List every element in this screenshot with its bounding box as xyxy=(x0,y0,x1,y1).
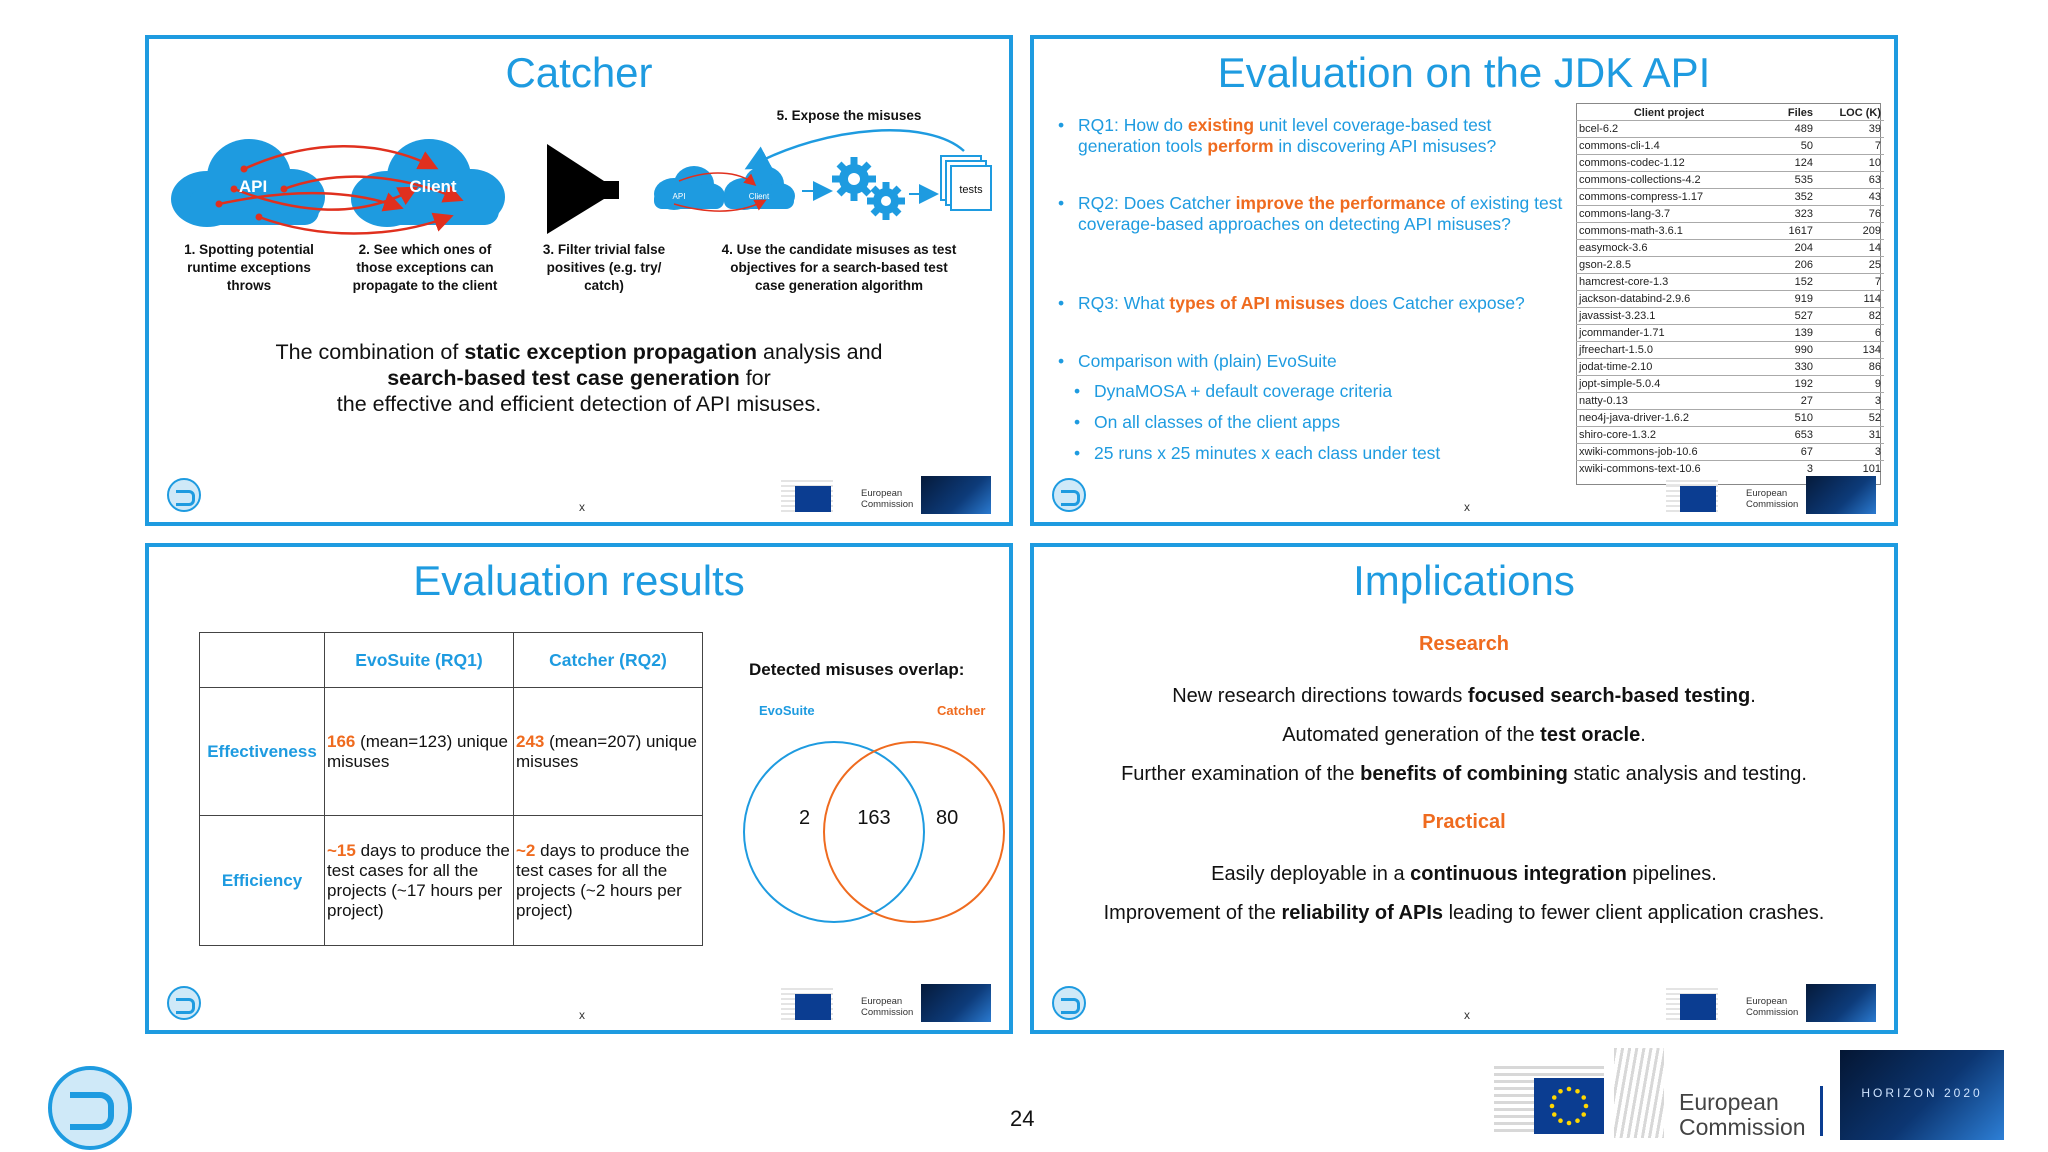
project-logo-large-icon xyxy=(48,1066,132,1150)
evo-efficiency-cell: ~15 days to produce the test cases for all the projects (~17 hours per project) xyxy=(325,816,514,946)
files-cell: 489 xyxy=(1762,121,1816,138)
table-row xyxy=(1576,121,1884,138)
slide-evaluation-results xyxy=(145,543,1013,1034)
mini-client-label: Client xyxy=(748,192,770,201)
step3-caption: 3. Filter trivial false positives (e.g. try/ catch) xyxy=(542,242,666,293)
files-cell: 152 xyxy=(1762,274,1816,291)
gears-icon xyxy=(832,157,905,220)
table-row xyxy=(1576,155,1884,172)
project-logo-icon xyxy=(1052,986,1086,1020)
research-line-3: Further examination of the benefits of combining static analysis and testing. xyxy=(1121,763,1807,785)
files-cell: 352 xyxy=(1762,189,1816,206)
table-row xyxy=(1576,393,1884,410)
venn-circle-catcher xyxy=(824,742,1004,922)
step5-caption: 5. Expose the misuses xyxy=(776,108,922,123)
files-cell: 192 xyxy=(1762,376,1816,393)
slide-title: Evaluation on the JDK API xyxy=(1217,49,1711,96)
rq2-item: • RQ2: Does Catcher improve the performance of existing test coverage-based approaches on detecting API misuses? xyxy=(1058,193,1563,234)
venn-evosuite-only: 2 xyxy=(799,807,811,829)
project-logo-icon xyxy=(1052,478,1086,512)
table-row xyxy=(1576,461,1884,478)
ec-logo-small: European Commission xyxy=(1666,476,1876,516)
files-cell: 919 xyxy=(1762,291,1816,308)
table-row xyxy=(1576,342,1884,359)
slide-marker: x xyxy=(579,500,585,514)
client-cloud-label: Client xyxy=(409,177,457,196)
table-row xyxy=(1576,172,1884,189)
ec-logo-small: European Commission xyxy=(781,476,991,516)
files-cell: 323 xyxy=(1762,206,1816,223)
research-heading: Research xyxy=(1418,633,1510,655)
files-cell: 67 xyxy=(1762,444,1816,461)
table-row xyxy=(1576,138,1884,155)
table-row xyxy=(1576,257,1884,274)
loc-cell: 3 xyxy=(1816,444,1884,461)
results-table xyxy=(199,632,703,946)
eu-flag-icon xyxy=(1680,486,1716,512)
horizon2020-logo-icon xyxy=(1806,476,1876,514)
files-cell: 3 xyxy=(1762,461,1816,478)
catcher-summary: The combination of static exception propagation analysis and search-based test case generation for the effective and efficient detection of API misuses. xyxy=(275,340,883,416)
project-name-cell: commons-lang-3.7 xyxy=(1576,206,1762,223)
col-header: Files xyxy=(1787,106,1813,119)
sub-item-3: • 25 runs x 25 minutes x each class under test xyxy=(1074,443,1441,463)
corner-cell xyxy=(200,633,325,688)
loc-cell: 39 xyxy=(1816,121,1884,138)
slide-marker: x xyxy=(579,1008,585,1022)
files-cell: 510 xyxy=(1762,410,1816,427)
files-cell: 27 xyxy=(1762,393,1816,410)
research-line-1: New research directions towards focused search-based testing. xyxy=(1172,685,1756,707)
slide-evaluation-jdk xyxy=(1030,35,1898,526)
project-name-cell: commons-math-3.6.1 xyxy=(1576,223,1762,240)
loc-cell: 6 xyxy=(1816,325,1884,342)
col-header: LOC (K) xyxy=(1839,106,1881,119)
tests-label: tests xyxy=(959,184,983,196)
table-row xyxy=(1576,427,1884,444)
mini-api-label: API xyxy=(672,192,686,201)
practical-line-1: Easily deployable in a continuous integration pipelines. xyxy=(1211,863,1717,885)
eu-flag-icon xyxy=(1680,994,1716,1020)
comparison-item: • Comparison with (plain) EvoSuite xyxy=(1058,351,1337,371)
eu-flag-icon xyxy=(1534,1078,1604,1134)
venn-label-evosuite: EvoSuite xyxy=(759,703,815,718)
project-name-cell: gson-2.8.5 xyxy=(1576,257,1762,274)
files-cell: 50 xyxy=(1762,138,1816,155)
loc-cell: 31 xyxy=(1816,427,1884,444)
row-header-efficiency: Efficiency xyxy=(200,816,325,946)
catcher-effectiveness-cell: 243 (mean=207) unique misuses xyxy=(514,688,703,816)
loc-cell: 114 xyxy=(1816,291,1884,308)
ec-logo-large xyxy=(1494,1048,1824,1142)
ec-text: European Commission xyxy=(1679,1089,1806,1140)
sub-item-2: • On all classes of the client apps xyxy=(1074,412,1341,432)
loc-cell: 7 xyxy=(1816,274,1884,291)
files-cell: 330 xyxy=(1762,359,1816,376)
eu-flag-icon xyxy=(795,486,831,512)
loc-cell: 52 xyxy=(1816,410,1884,427)
project-name-cell: natty-0.13 xyxy=(1576,393,1762,410)
research-line-2: Automated generation of the test oracle. xyxy=(1282,724,1646,746)
project-name-cell: jodat-time-2.10 xyxy=(1576,359,1762,376)
table-row xyxy=(1576,240,1884,257)
table-row xyxy=(1576,325,1884,342)
evo-effectiveness-cell: 166 (mean=123) unique misuses xyxy=(325,688,514,816)
table-row xyxy=(1576,274,1884,291)
sub-item-1: • DynaMOSA + default coverage criteria xyxy=(1074,381,1393,401)
horizon2020-logo-icon xyxy=(1806,984,1876,1022)
step2-caption: 2. See which ones of those exceptions can propagate to the client xyxy=(352,242,498,293)
step4-caption: 4. Use the candidate misuses as test objectives for a search-based test case generation algorithm xyxy=(721,242,957,293)
catcher-efficiency-cell: ~2 days to produce the test cases for all the projects (~2 hours per project) xyxy=(514,816,703,946)
project-name-cell: shiro-core-1.3.2 xyxy=(1576,427,1762,444)
venn-title: Detected misuses overlap: xyxy=(749,660,965,679)
loc-cell: 14 xyxy=(1816,240,1884,257)
table-row xyxy=(1576,410,1884,427)
page-number: 24 xyxy=(1010,1106,1035,1131)
loc-cell: 209 xyxy=(1816,223,1884,240)
table-row xyxy=(1576,308,1884,325)
ec-logo-small: European Commission xyxy=(1666,984,1876,1024)
slide-implications xyxy=(1030,543,1898,1034)
venn-circle-evosuite xyxy=(744,742,924,922)
table-row xyxy=(1576,206,1884,223)
project-name-cell: neo4j-java-driver-1.6.2 xyxy=(1576,410,1762,427)
loc-cell: 9 xyxy=(1816,376,1884,393)
venn-overlap: 163 xyxy=(857,807,891,829)
filter-funnel-icon xyxy=(547,144,619,234)
venn-diagram xyxy=(739,697,1009,937)
loc-cell: 10 xyxy=(1816,155,1884,172)
table-row xyxy=(1576,291,1884,308)
project-logo-icon xyxy=(167,986,201,1020)
project-logo-icon xyxy=(167,478,201,512)
slide-marker: x xyxy=(1464,1008,1470,1022)
table-row xyxy=(1576,189,1884,206)
slide-marker: x xyxy=(1464,500,1470,514)
files-cell: 1617 xyxy=(1762,223,1816,240)
horizon2020-logo-icon xyxy=(921,476,991,514)
project-name-cell: jopt-simple-5.0.4 xyxy=(1576,376,1762,393)
project-name-cell: xwiki-commons-job-10.6 xyxy=(1576,444,1762,461)
loc-cell: 82 xyxy=(1816,308,1884,325)
client-project-table xyxy=(1576,105,1884,477)
col-header: Client project xyxy=(1633,106,1705,119)
project-name-cell: bcel-6.2 xyxy=(1576,121,1762,138)
api-cloud-label: API xyxy=(238,177,268,196)
horizon2020-logo-icon xyxy=(921,984,991,1022)
files-cell: 527 xyxy=(1762,308,1816,325)
slide-title: Evaluation results xyxy=(413,557,745,604)
project-name-cell: hamcrest-core-1.3 xyxy=(1576,274,1762,291)
row-header-effectiveness: Effectiveness xyxy=(200,688,325,816)
project-name-cell: javassist-3.23.1 xyxy=(1576,308,1762,325)
loc-cell: 25 xyxy=(1816,257,1884,274)
files-cell: 139 xyxy=(1762,325,1816,342)
project-name-cell: commons-collections-4.2 xyxy=(1576,172,1762,189)
rq1-item: • RQ1: How do existing unit level coverage-based test generation tools perform in discovering API misuses? xyxy=(1058,115,1497,156)
project-name-cell: jcommander-1.71 xyxy=(1576,325,1762,342)
files-cell: 204 xyxy=(1762,240,1816,257)
files-cell: 206 xyxy=(1762,257,1816,274)
loc-cell: 86 xyxy=(1816,359,1884,376)
eu-flag-icon xyxy=(795,994,831,1020)
table-row xyxy=(1576,359,1884,376)
practical-line-2: Improvement of the reliability of APIs leading to fewer client application crashes. xyxy=(1103,902,1825,924)
col-header-evosuite: EvoSuite (RQ1) xyxy=(325,633,514,688)
project-name-cell: commons-compress-1.17 xyxy=(1576,189,1762,206)
files-cell: 535 xyxy=(1762,172,1816,189)
slide-title: Catcher xyxy=(505,49,653,96)
files-cell: 124 xyxy=(1762,155,1816,172)
rq3-item: • RQ3: What types of API misuses does Catcher expose? xyxy=(1058,293,1525,313)
slide-catcher xyxy=(145,35,1013,526)
loc-cell: 134 xyxy=(1816,342,1884,359)
venn-label-catcher: Catcher xyxy=(937,703,986,718)
venn-catcher-only: 80 xyxy=(936,807,959,829)
loc-cell: 7 xyxy=(1816,138,1884,155)
project-name-cell: xwiki-commons-text-10.6 xyxy=(1576,461,1762,478)
project-name-cell: commons-cli-1.4 xyxy=(1576,138,1762,155)
tests-documents-icon xyxy=(941,156,991,210)
ec-logo-small: European Commission xyxy=(781,984,991,1024)
horizon2020-logo-large-icon: HORIZON 2020 xyxy=(1840,1050,2004,1140)
project-name-cell: easymock-3.6 xyxy=(1576,240,1762,257)
table-row xyxy=(1576,223,1884,240)
files-cell: 990 xyxy=(1762,342,1816,359)
loc-cell: 63 xyxy=(1816,172,1884,189)
table-row xyxy=(1576,376,1884,393)
loc-cell: 76 xyxy=(1816,206,1884,223)
loc-cell: 43 xyxy=(1816,189,1884,206)
files-cell: 653 xyxy=(1762,427,1816,444)
slide-title: Implications xyxy=(1353,557,1575,604)
loc-cell: 3 xyxy=(1816,393,1884,410)
practical-heading: Practical xyxy=(1422,811,1506,833)
step1-caption: 1. Spotting potential runtime exceptions throws xyxy=(184,242,314,293)
project-name-cell: jfreechart-1.5.0 xyxy=(1576,342,1762,359)
project-name-cell: commons-codec-1.12 xyxy=(1576,155,1762,172)
col-header-catcher: Catcher (RQ2) xyxy=(514,633,703,688)
loc-cell: 101 xyxy=(1816,461,1884,478)
table-row xyxy=(1576,444,1884,461)
project-name-cell: jackson-databind-2.9.6 xyxy=(1576,291,1762,308)
